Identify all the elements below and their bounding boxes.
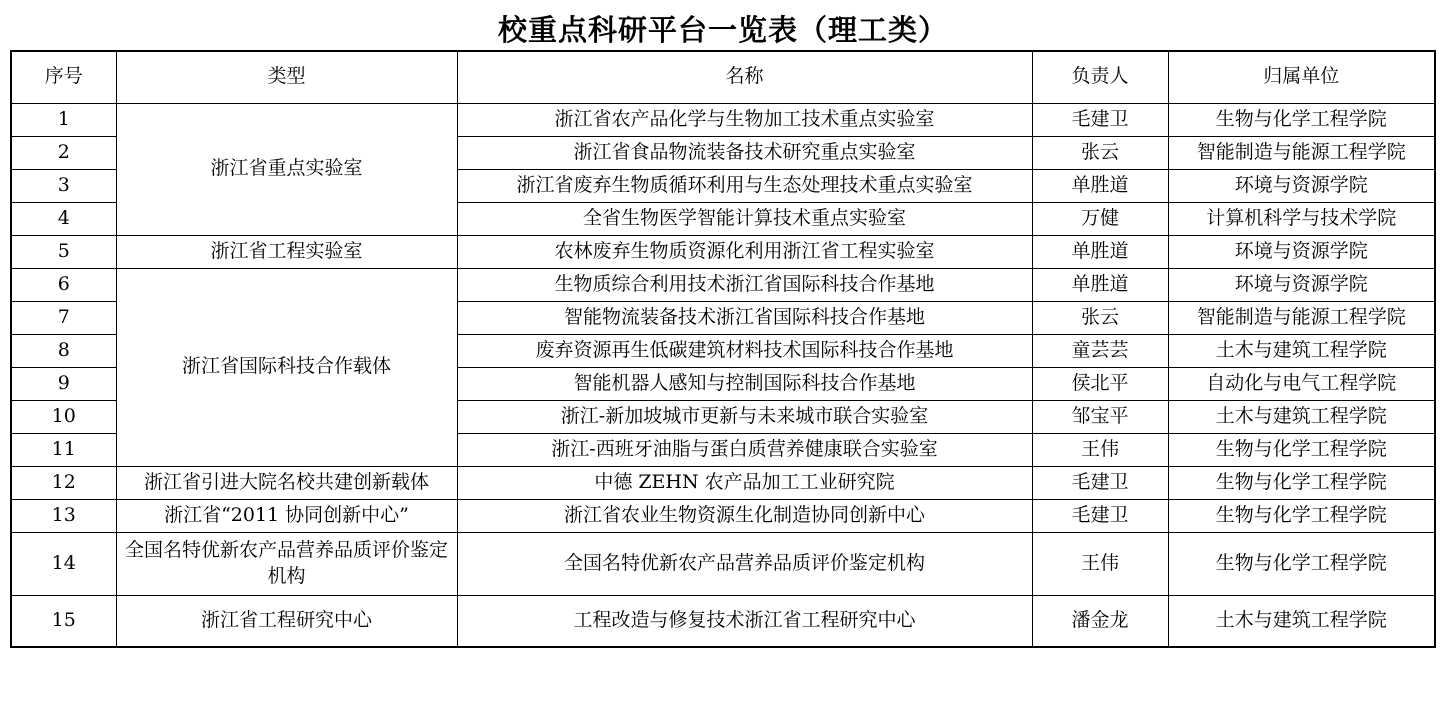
- row-number-cell: 11: [11, 433, 116, 466]
- type-cell: 浙江省“2011 协同创新中心”: [116, 499, 457, 532]
- unit-cell: 环境与资源学院: [1168, 235, 1435, 268]
- leader-cell: 童芸芸: [1032, 334, 1168, 367]
- leader-cell: 毛建卫: [1032, 103, 1168, 136]
- leader-cell: 侯北平: [1032, 367, 1168, 400]
- row-number-cell: 6: [11, 268, 116, 301]
- row-number-cell: 3: [11, 169, 116, 202]
- leader-cell: 张云: [1032, 136, 1168, 169]
- table-row: [11, 595, 1435, 647]
- unit-cell: 生物与化学工程学院: [1168, 532, 1435, 595]
- row-number-cell: 13: [11, 499, 116, 532]
- header-row: [11, 51, 1435, 103]
- leader-cell: 万健: [1032, 202, 1168, 235]
- leader-cell: 单胜道: [1032, 268, 1168, 301]
- name-cell: 工程改造与修复技术浙江省工程研究中心: [457, 595, 1032, 647]
- row-number-cell: 10: [11, 400, 116, 433]
- header-no: 序号: [11, 51, 116, 103]
- name-cell: 中德 ZEHN 农产品加工工业研究院: [457, 466, 1032, 499]
- unit-cell: 土木与建筑工程学院: [1168, 400, 1435, 433]
- header-unit: 归属单位: [1168, 51, 1435, 103]
- name-cell: 农林废弃生物质资源化利用浙江省工程实验室: [457, 235, 1032, 268]
- name-cell: 全省生物医学智能计算技术重点实验室: [457, 202, 1032, 235]
- row-number-cell: 2: [11, 136, 116, 169]
- name-cell: 全国名特优新农产品营养品质评价鉴定机构: [457, 532, 1032, 595]
- header-type: 类型: [116, 51, 457, 103]
- name-cell: 浙江省废弃生物质循环利用与生态处理技术重点实验室: [457, 169, 1032, 202]
- unit-cell: 生物与化学工程学院: [1168, 466, 1435, 499]
- type-cell: 浙江省工程研究中心: [116, 595, 457, 647]
- leader-cell: 毛建卫: [1032, 499, 1168, 532]
- table-row: [11, 268, 1435, 301]
- unit-cell: 土木与建筑工程学院: [1168, 595, 1435, 647]
- name-cell: 废弃资源再生低碳建筑材料技术国际科技合作基地: [457, 334, 1032, 367]
- row-number-cell: 5: [11, 235, 116, 268]
- name-cell: 浙江省食品物流装备技术研究重点实验室: [457, 136, 1032, 169]
- leader-cell: 邹宝平: [1032, 400, 1168, 433]
- unit-cell: 生物与化学工程学院: [1168, 103, 1435, 136]
- row-number-cell: 12: [11, 466, 116, 499]
- table-row: [11, 235, 1435, 268]
- row-number-cell: 7: [11, 301, 116, 334]
- name-cell: 生物质综合利用技术浙江省国际科技合作基地: [457, 268, 1032, 301]
- row-number-cell: 1: [11, 103, 116, 136]
- type-cell: 浙江省重点实验室: [116, 103, 457, 235]
- unit-cell: 环境与资源学院: [1168, 169, 1435, 202]
- page-title: 校重点科研平台一览表（理工类）: [497, 13, 948, 47]
- row-number-cell: 8: [11, 334, 116, 367]
- table-row: [11, 466, 1435, 499]
- leader-cell: 单胜道: [1032, 235, 1168, 268]
- header-name: 名称: [457, 51, 1032, 103]
- table-row: [11, 103, 1435, 136]
- row-number-cell: 4: [11, 202, 116, 235]
- header-leader: 负责人: [1032, 51, 1168, 103]
- type-cell: 浙江省工程实验室: [116, 235, 457, 268]
- name-cell: 智能机器人感知与控制国际科技合作基地: [457, 367, 1032, 400]
- unit-cell: 生物与化学工程学院: [1168, 433, 1435, 466]
- name-cell: 浙江省农产品化学与生物加工技术重点实验室: [457, 103, 1032, 136]
- unit-cell: 土木与建筑工程学院: [1168, 334, 1435, 367]
- unit-cell: 智能制造与能源工程学院: [1168, 136, 1435, 169]
- research-platform-table: [10, 50, 1436, 648]
- unit-cell: 自动化与电气工程学院: [1168, 367, 1435, 400]
- unit-cell: 环境与资源学院: [1168, 268, 1435, 301]
- row-number-cell: 14: [11, 532, 116, 595]
- type-cell: 浙江省引进大院名校共建创新载体: [116, 466, 457, 499]
- table-row: [11, 532, 1435, 595]
- unit-cell: 生物与化学工程学院: [1168, 499, 1435, 532]
- leader-cell: 潘金龙: [1032, 595, 1168, 647]
- type-cell: 浙江省国际科技合作载体: [116, 268, 457, 466]
- unit-cell: 智能制造与能源工程学院: [1168, 301, 1435, 334]
- unit-cell: 计算机科学与技术学院: [1168, 202, 1435, 235]
- leader-cell: 张云: [1032, 301, 1168, 334]
- row-number-cell: 15: [11, 595, 116, 647]
- leader-cell: 毛建卫: [1032, 466, 1168, 499]
- name-cell: 浙江省农业生物资源生化制造协同创新中心: [457, 499, 1032, 532]
- leader-cell: 单胜道: [1032, 169, 1168, 202]
- name-cell: 智能物流装备技术浙江省国际科技合作基地: [457, 301, 1032, 334]
- table-row: [11, 499, 1435, 532]
- type-cell: 全国名特优新农产品营养品质评价鉴定机构: [116, 532, 457, 595]
- leader-cell: 王伟: [1032, 532, 1168, 595]
- leader-cell: 王伟: [1032, 433, 1168, 466]
- name-cell: 浙江-西班牙油脂与蛋白质营养健康联合实验室: [457, 433, 1032, 466]
- name-cell: 浙江-新加坡城市更新与未来城市联合实验室: [457, 400, 1032, 433]
- row-number-cell: 9: [11, 367, 116, 400]
